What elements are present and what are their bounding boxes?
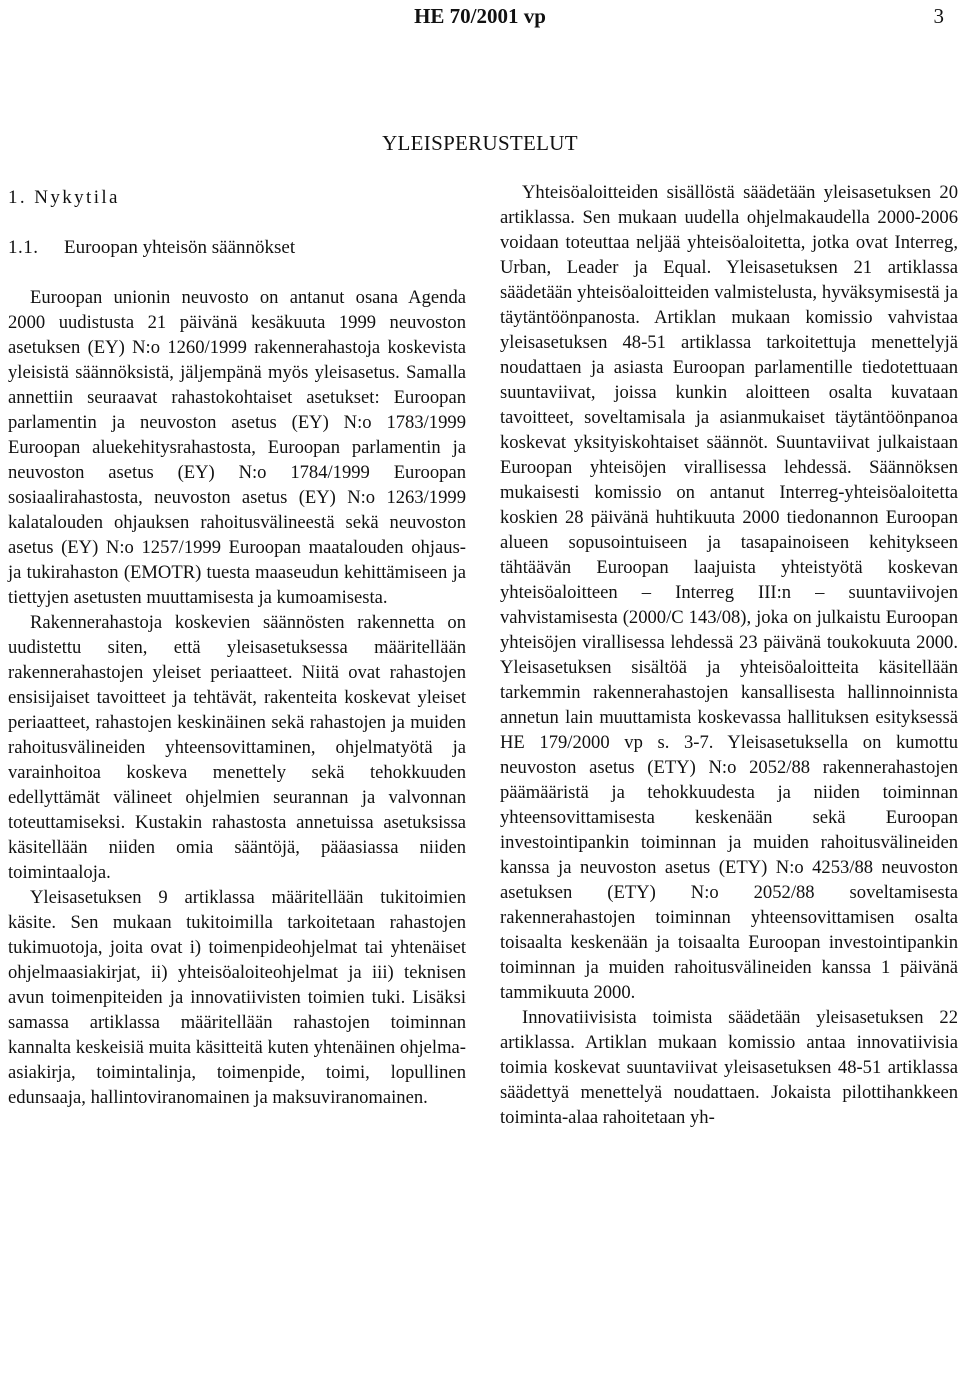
body-paragraph: Euroopan unionin neuvosto on antanut osana Agenda 2000 uudistusta 21 päivänä kesäkuuta 1999 neuvoston asetuksen (EY) N:o 1260/1999 rakennerahastoja koskevista yleisistä säännöksistä, jäljempänä myös yleisasetus. Samalla annettiin seuraavat rahastokohtaiset asetukset: Euroopan parlamentin ja neuvoston asetus (EY) N:o 1783/1999 Euroopan aluekehitysrahastosta, Euroopan parlamentin ja neuvoston asetus (EY) N:o 1784/1999 Euroopan sosiaalirahastosta, neuvoston asetus (EY) N:o 1263/1999 kalatalouden ohjauksen rahoitusvälineestä sekä neuvoston asetus (EY) N:o 1257/1999 Euroopan maatalouden ohjaus- ja tukirahaston (EMOTR) tuesta maaseudun kehittämiseen ja tiettyjen asetusten muuttamisesta ja kumoamisesta.: [8, 287, 466, 608]
page-number: 3: [933, 4, 944, 28]
body-paragraph: Rakennerahastoja koskevien säännösten rakennetta on uudistettu siten, että yleisasetuksessa määritellään rakennerahastojen yleiset periaatteet. Niitä ovat rahastojen ensisijaiset tavoitteet ja tehtävät, rakenteita koskevat yleiset periaatteet, rahastojen keskinäinen sekä rahastojen ja muiden rahoitusvälineiden yhteensovittaminen, ohjelmatyötä ja varainhoitoa koskeva menettely sekä tehokkuuden edellyttämät välineet ohjelmien seurannan ja valvonnan toteuttamiseksi. Kustakin rahastosta annetuissa asetuksissa käsitellään niiden omia sääntöjä, pääasiassa niiden toimintaaloja.: [8, 612, 466, 883]
document-id: HE 70/2001 vp: [414, 4, 546, 28]
section-title: YLEISPERUSTELUT: [382, 131, 578, 155]
body-paragraph: Innovatiivisista toimista säädetään yleisasetuksen 22 artiklassa. Artiklan mukaan komissio antaa innovatiivisia toimia koskevat suuntaviivat yleisasetuksen 48-51 artiklassa säädettyä menettelyä noudattaen. Jokaista pilottihankkeen toiminta-alaa rahoitetaan yh-: [500, 1007, 958, 1128]
subsection-title: Euroopan yhteisön säännökset: [64, 237, 296, 258]
chapter-heading: 1. Nykytila: [8, 187, 120, 208]
subsection-heading: [8, 235, 466, 260]
subsection-number: 1.1.: [8, 237, 39, 258]
right-column: [500, 180, 958, 1130]
body-paragraph: Yhteisöaloitteiden sisällöstä säädetään yleisasetuksen 20 artiklassa. Sen mukaan uudella ohjelmakaudella 2000-2006 voidaan toteuttaa neljää yhteisöaloitetta, jotka ovat Interreg, Urban, Leader ja Equal. Yleisasetuksen 21 artiklassa säädetään yhteisöaloitteiden valmistelusta, hyväksymisestä ja täytäntöönpanosta. Artiklan mukaan komissio vahvistaa yleisasetuksen 48-51 artiklassa tarkoitettuja menettelyjä noudattaen ja asiasta Euroopan parlamentille tiedotettuaan suuntaviivat, joissa kunkin aloitteen osalta kuvataan tavoitteet, soveltamisala ja asianmukaiset täytäntöönpanoa koskevat yksityiskohtaiset säännöt. Suuntaviivat julkaistaan Euroopan yhteisöjen virallisessa lehdessä. Säännöksen mukaisesti komissio on antanut Interreg-yhteisöaloitetta koskien 28 päivänä huhtikuuta 2000 tiedonannon Euroopan alueen sopusointuiseen ja tasapainoiseen kehitykseen tähtäävän Euroopan laajuista yhteistyötä koskevan yhteisöaloitteen – Interreg III:n – suuntaviivojen vahvistamisesta (2000/C 143/08), joka on julkaistu Euroopan yhteisöjen virallisessa lehdessä 23 päivänä toukokuuta 2000. Yleisasetuksen sisältöä ja yhteisöaloitteita käsitellään tarkemmin rakennerahastojen kansallisesta hallinnoinnista annetun lain muuttamista koskevassa hallituksen esityksessä HE 179/2000 vp s. 3-7. Yleisasetuksella on kumottu neuvoston asetus (ETY) N:o 2052/88 rakennerahastojen päämääristä ja tehokkuudesta ja niiden toiminnan yhteensovittamisesta keskenään sekä Euroopan investointipankin toiminnan ja muiden rahoitusvälineiden kanssa ja neuvoston asetus (ETY) N:o 4253/88 neuvoston asetuksen (ETY) N:o 2052/88 soveltamisesta rakennerahastojen toiminnan yhteensovittamisen osalta toisaalta keskenään ja toisaalta Euroopan investointipankin toiminnan ja muiden rahoitusvälineiden kanssa 1 päivänä tammikuuta 2000.: [500, 182, 958, 1003]
body-paragraph: Yleisasetuksen 9 artiklassa määritellään tukitoimien käsite. Sen mukaan tukitoimilla tarkoitetaan rahastojen tukimuotoja, joita ovat i) toimenpideohjelmat tai yhtenäiset ohjelmaasiakirjat, ii) yhteisöaloiteohjelmat ja iii) teknisen avun toimenpiteiden ja innovatiivisten toimien tuki. Lisäksi samassa artiklassa määritellään rahastojen toiminnan kannalta keskeisiä muita käsitteitä kuten yhtenäinen ohjelma-asiakirja, toimintalinja, toimenpide, toimi, lopullinen edunsaaja, hallintoviranomainen ja maksuviranomainen.: [8, 887, 466, 1108]
running-header: [0, 3, 960, 33]
left-column: [8, 180, 466, 1110]
